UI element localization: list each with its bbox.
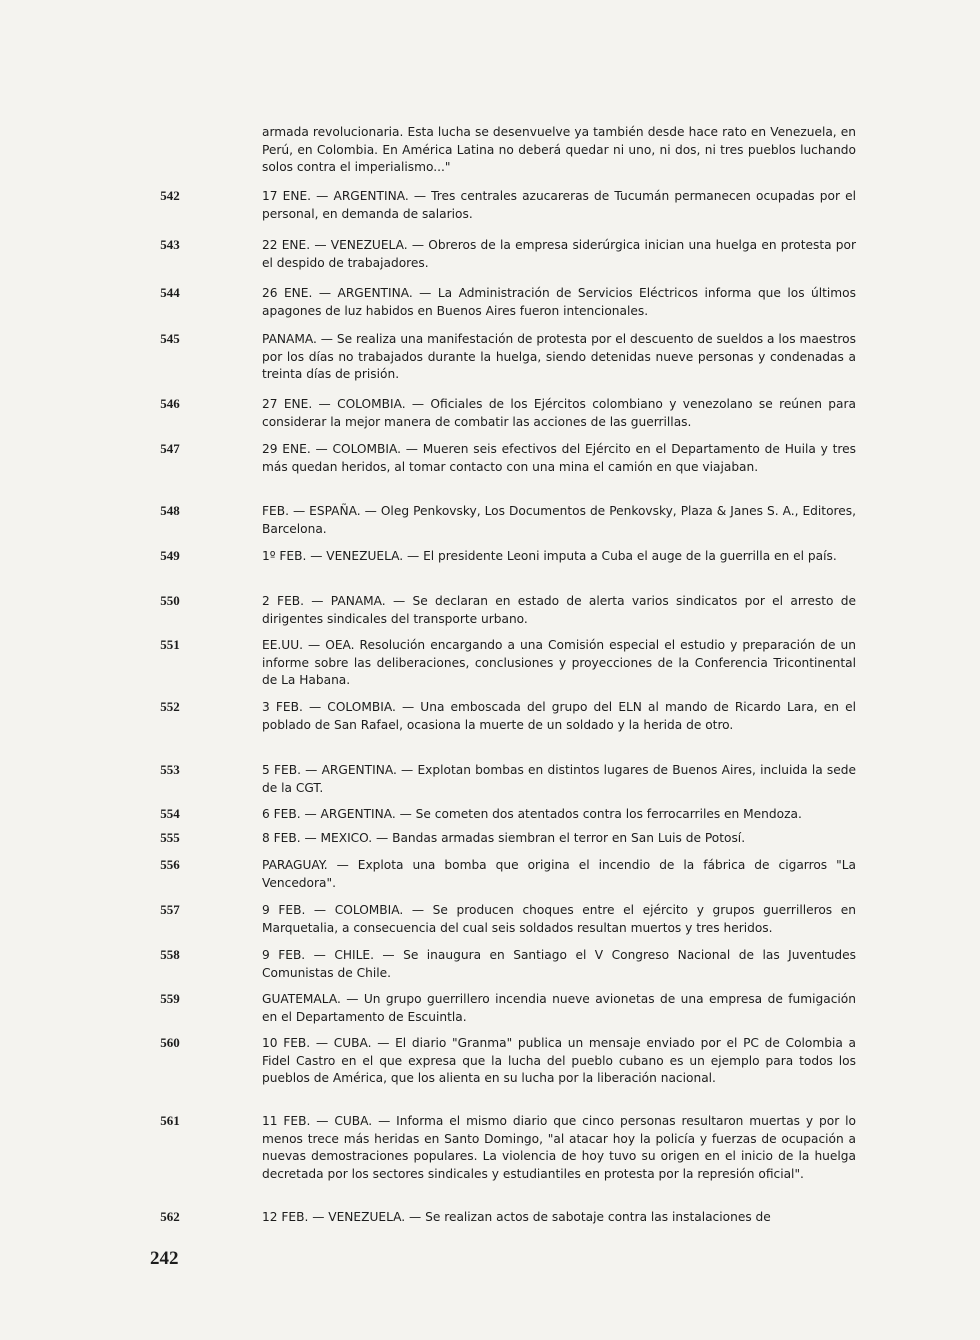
entry-number: 554 [160, 806, 180, 821]
entry-text: 9 FEB. — COLOMBIA. — Se producen choques entre el ejército y grupos guerrilleros en Marquetalia, a consecuencia del cual seis soldados resultan muertos y tres heridos. [262, 903, 856, 935]
entry-text: 12 FEB. — VENEZUELA. — Se realizan actos de sabotaje contra las instalaciones de [262, 1210, 771, 1224]
entry-text: 6 FEB. — ARGENTINA. — Se cometen dos atentados contra los ferrocarriles en Mendoza. [262, 807, 802, 821]
entry-number: 559 [160, 991, 180, 1006]
entry-text: PARAGUAY. — Explota una bomba que origina el incendio de la fábrica de cigarros "La Vencedora". [262, 858, 856, 890]
entry-number: 551 [160, 637, 180, 652]
entry-text: 11 FEB. — CUBA. — Informa el mismo diario que cinco personas resultaron muertas y por lo menos trece más heridas en Santo Domingo, "al atacar hoy la policía y fuerzas de ocupación a nuevas demostraciones populares. La violencia de hoy tuvo su origen en el inicio de la huelga decretada por los sectores sindicales y estudiantiles en protesta por la represión oficial". [262, 1114, 856, 1181]
entry-number: 544 [160, 285, 180, 300]
intro-paragraph: armada revolucionaria. Esta lucha se desenvuelve ya también desde hace rato en Venezuela, en Perú, en Colombia. En América Latina no deberá quedar ni uno, ni dos, ni tres pueblos luchando solos contra el imperialismo..." [262, 125, 856, 175]
entry-text: 8 FEB. — MEXICO. — Bandas armadas siembran el terror en San Luis de Potosí. [262, 831, 746, 845]
entry-text: 22 ENE. — VENEZUELA. — Obreros de la empresa siderúrgica inician una huelga en protesta por el despido de trabajadores. [262, 238, 856, 270]
entry-number: 550 [160, 593, 180, 608]
entry-text: 10 FEB. — CUBA. — El diario "Granma" publica un mensaje enviado por el PC de Colombia a Fidel Castro en el que expresa que la lucha del pueblo cubano es un ejemplo para todos los pueblos de América, que los alienta en su lucha por la liberación nacional. [262, 1036, 856, 1086]
entry-text: GUATEMALA. — Un grupo guerrillero incendia nueve avionetas de una empresa de fumigación en el Departamento de Escuintla. [262, 992, 856, 1024]
entry-number: 546 [160, 396, 180, 411]
entry-text: 17 ENE. — ARGENTINA. — Tres centrales azucareras de Tucumán permanecen ocupadas por el personal, en demanda de salarios. [262, 189, 856, 221]
entry-number: 548 [160, 503, 180, 518]
entry-text: 1º FEB. — VENEZUELA. — El presidente Leoni imputa a Cuba el auge de la guerrilla en el país. [262, 549, 837, 563]
entry-number: 561 [160, 1113, 180, 1128]
page-number: 242 [150, 1248, 179, 1269]
entry-number: 555 [160, 830, 180, 845]
entry-number: 552 [160, 699, 180, 714]
entry-text: PANAMA. — Se realiza una manifestación de protesta por el descuento de sueldos a los maestros por los días no trabajados durante la huelga, siendo detenidas nueve personas y condenadas a treinta días de prisión. [262, 332, 856, 382]
entry-number: 547 [160, 441, 180, 456]
entry-text: 9 FEB. — CHILE. — Se inaugura en Santiago el V Congreso Nacional de las Juventudes Comunistas de Chile. [262, 948, 856, 980]
entry-text: 27 ENE. — COLOMBIA. — Oficiales de los Ejércitos colombiano y venezolano se reúnen para considerar la mejor manera de combatir las acciones de las guerrillas. [262, 397, 856, 429]
entry-number: 557 [160, 902, 180, 917]
entry-number: 558 [160, 947, 180, 962]
entry-number: 553 [160, 762, 180, 777]
entry-text: 3 FEB. — COLOMBIA. — Una emboscada del grupo del ELN al mando de Ricardo Lara, en el poblado de San Rafael, ocasiona la muerte de un soldado y la herida de otro. [262, 700, 856, 732]
entry-number: 556 [160, 857, 180, 872]
entry-number: 543 [160, 237, 180, 252]
entry-text: 26 ENE. — ARGENTINA. — La Administración de Servicios Eléctricos informa que los últimos apagones de luz habidos en Buenos Aires fueron intencionales. [262, 286, 856, 318]
entry-text: FEB. — ESPAÑA. — Oleg Penkovsky, Los Documentos de Penkovsky, Plaza & Janes S. A., Editores, Barcelona. [262, 504, 856, 536]
entry-number: 562 [160, 1209, 180, 1224]
entry-number: 545 [160, 331, 180, 346]
entry-text: EE.UU. — OEA. Resolución encargando a una Comisión especial el estudio y preparación de un informe sobre las deliberaciones, conclusiones y proyecciones de la Conferencia Tricontinental de La Habana. [262, 638, 856, 688]
entry-text: 29 ENE. — COLOMBIA. — Mueren seis efectivos del Ejército en el Departamento de Huila y tres más quedan heridos, al tomar contacto con una mina el camión en que viajaban. [262, 442, 856, 474]
entry-text: 5 FEB. — ARGENTINA. — Explotan bombas en distintos lugares de Buenos Aires, incluida la sede de la CGT. [262, 763, 856, 795]
entry-text: 2 FEB. — PANAMA. — Se declaran en estado de alerta varios sindicatos por el arresto de dirigentes sindicales del transporte urbano. [262, 594, 856, 626]
entry-number: 549 [160, 548, 180, 563]
entry-number: 560 [160, 1035, 180, 1050]
entry-number: 542 [160, 188, 180, 203]
